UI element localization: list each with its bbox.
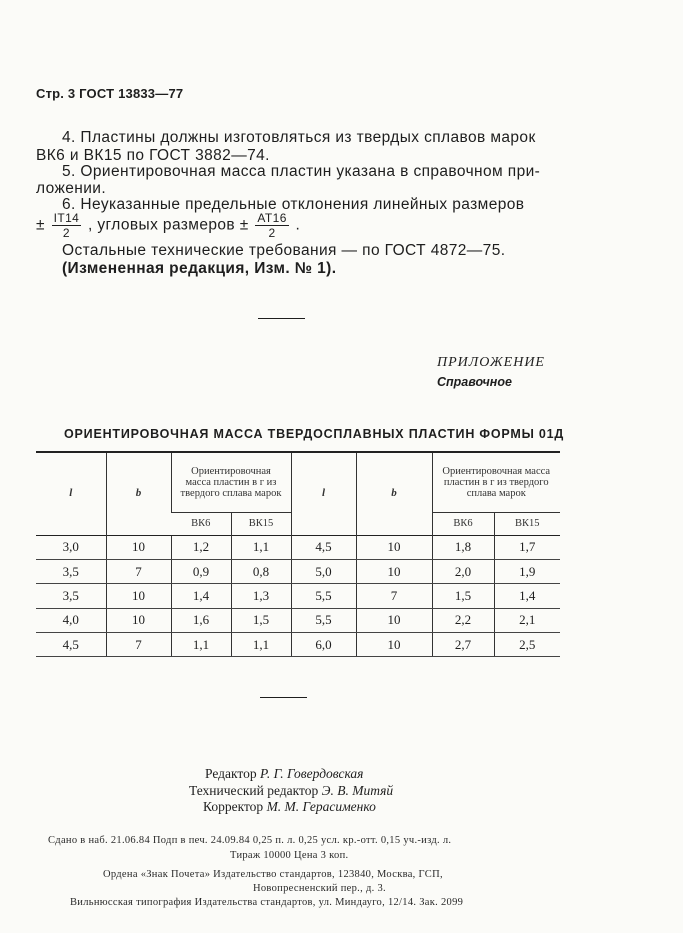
table-cell: 7 (106, 633, 171, 657)
table-cell: 3,0 (36, 535, 106, 559)
table-cell: 5,5 (291, 584, 356, 608)
table-cell: 5,5 (291, 608, 356, 632)
table-cell: 10 (356, 608, 432, 632)
publisher-address-line: Новопресненский пер., д. 3. (253, 883, 386, 894)
paragraph-5-line-1: 5. Ориентировочная масса пластин указана в справочном при- (62, 163, 541, 180)
table-cell: 10 (356, 559, 432, 583)
paragraph-5-line-2: ложении. (36, 180, 107, 197)
grade-header-vk6: ВК6 (432, 512, 494, 535)
grade-header-vk6: ВК6 (171, 512, 231, 535)
it14-fraction (52, 211, 82, 240)
corrector-line (203, 799, 376, 815)
grade-header-vk15: ВК15 (231, 512, 291, 535)
table-row (36, 633, 560, 657)
editor-label: Редактор (205, 766, 257, 781)
tech-editor-line (189, 783, 393, 799)
table-cell: 0,8 (231, 559, 291, 583)
table-cell: 3,5 (36, 584, 106, 608)
table-cell: 10 (106, 608, 171, 632)
table-cell: 2,1 (494, 608, 560, 632)
editor-name: Р. Г. Говердовская (259, 766, 364, 781)
sentence-end: . (295, 216, 301, 234)
appendix-title: ПРИЛОЖЕНИЕ (437, 355, 545, 370)
fraction-denominator: 2 (62, 226, 70, 240)
tech-editor-name: Э. В. Митяй (321, 783, 394, 798)
table-cell: 1,9 (494, 559, 560, 583)
table-cell: 10 (356, 633, 432, 657)
table-cell: 4,5 (36, 633, 106, 657)
table-cell: 3,5 (36, 559, 106, 583)
table-cell: 2,7 (432, 633, 494, 657)
appendix-subtitle: Справочное (437, 375, 512, 389)
table-cell: 1,3 (231, 584, 291, 608)
table-cell: 1,5 (231, 608, 291, 632)
mass-header: Ориентировочная масса пластин в г из твердого сплава марок (432, 452, 560, 512)
table-cell: 2,0 (432, 559, 494, 583)
table-cell: 2,5 (494, 633, 560, 657)
angular-text: , угловых размеров ± (87, 216, 249, 234)
fraction-numerator: IT14 (53, 211, 80, 225)
table-cell: 1,2 (171, 535, 231, 559)
fraction-numerator: AT16 (257, 211, 287, 225)
column-header-b: b (356, 452, 432, 535)
table-cell: 4,5 (291, 535, 356, 559)
other-requirements: Остальные технические требования — по ГОСТ 4872—75. (62, 242, 506, 259)
paragraph-4-line-1: 4. Пластины должны изготовляться из твердых сплавов марок (62, 129, 536, 146)
table-cell: 1,5 (432, 584, 494, 608)
mass-header: Ориентировочная масса пластин в г из твердого сплава марок (171, 452, 291, 512)
corrector-label: Корректор (203, 799, 264, 814)
publisher-line: Ордена «Знак Почета» Издательство стандартов, 123840, Москва, ГСП, (103, 869, 443, 880)
editor-line (205, 766, 363, 782)
table-cell: 1,1 (231, 633, 291, 657)
table-cell: 2,2 (432, 608, 494, 632)
mass-table (36, 451, 560, 657)
table-cell: 7 (356, 584, 432, 608)
table-cell: 1,8 (432, 535, 494, 559)
table-cell: 1,6 (171, 608, 231, 632)
table-cell: 10 (106, 535, 171, 559)
table-cell: 1,7 (494, 535, 560, 559)
column-header-l: l (291, 452, 356, 535)
tech-editor-label: Технический редактор (189, 783, 319, 798)
section-divider (258, 318, 305, 319)
printer-line: Вильнюсская типография Издательства стандартов, ул. Миндауго, 12/14. Зак. 2099 (70, 897, 464, 908)
table-row (36, 559, 560, 583)
table-cell: 4,0 (36, 608, 106, 632)
table-cell: 1,1 (231, 535, 291, 559)
table-cell: 1,1 (171, 633, 231, 657)
table-cell: 1,4 (171, 584, 231, 608)
column-header-b: b (106, 452, 171, 535)
at16-fraction (255, 211, 288, 240)
paragraph-4-line-2: ВК6 и ВК15 по ГОСТ 3882—74. (36, 147, 270, 164)
table-title: ОРИЕНТИРОВОЧНАЯ МАССА ТВЕРДОСПЛАВНЫХ ПЛАСТИН ФОРМЫ 01Д (64, 427, 565, 441)
table-row (36, 535, 560, 559)
print-info-line: Сдано в наб. 21.06.84 Подп в печ. 24.09.84 0,25 п. л. 0,25 усл. кр.-отт. 0,15 уч.-изд. л. (48, 835, 452, 846)
credits-divider (260, 697, 307, 698)
table-cell: 6,0 (291, 633, 356, 657)
plus-minus-sign: ± (36, 216, 45, 234)
table-row (36, 584, 560, 608)
paragraph-6-line-1: 6. Неуказанные предельные отклонения линейных размеров (62, 196, 525, 213)
amendment-note: (Измененная редакция, Изм. № 1). (62, 260, 337, 277)
corrector-name: М. М. Герасименко (266, 799, 376, 814)
column-header-l: l (36, 452, 106, 535)
table-cell: 1,4 (494, 584, 560, 608)
table-cell: 0,9 (171, 559, 231, 583)
table-cell: 10 (356, 535, 432, 559)
page-header: Стр. 3 ГОСТ 13833—77 (36, 86, 184, 101)
paragraph-6-line-2 (36, 211, 300, 240)
print-run-line: Тираж 10000 Цена 3 коп. (230, 850, 349, 861)
table-row (36, 608, 560, 632)
fraction-denominator: 2 (268, 226, 276, 240)
table-cell: 5,0 (291, 559, 356, 583)
grade-header-vk15: ВК15 (494, 512, 560, 535)
table-cell: 7 (106, 559, 171, 583)
table-cell: 10 (106, 584, 171, 608)
